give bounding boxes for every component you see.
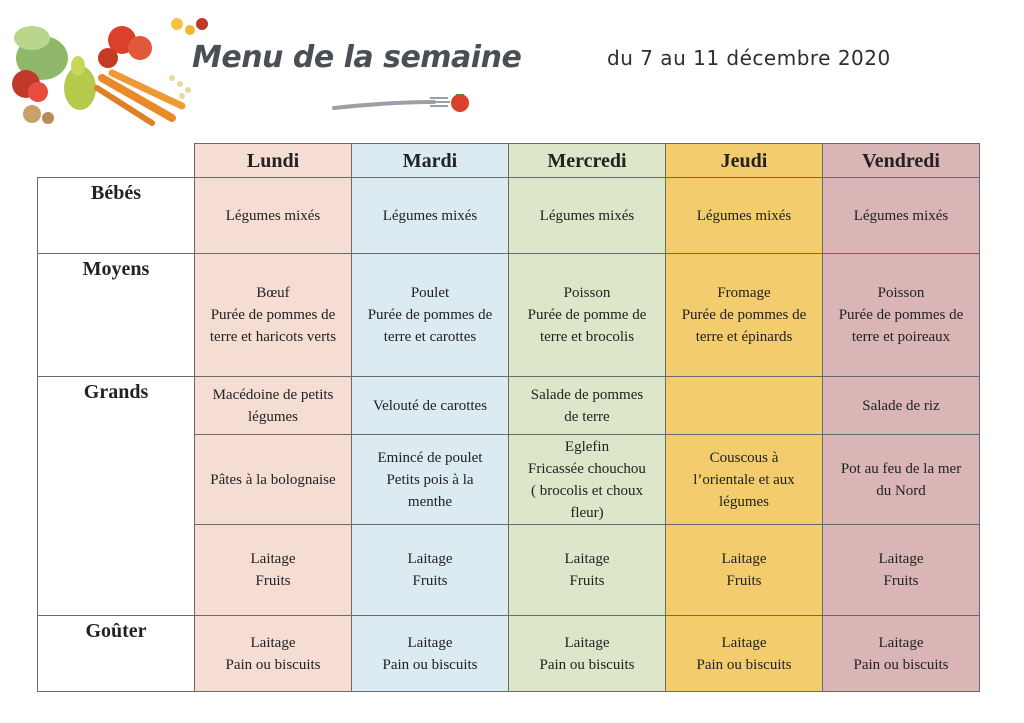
dish-line: Poisson xyxy=(563,285,611,301)
dish-line: Fromage xyxy=(717,285,771,301)
dish-line: Laitage xyxy=(721,634,767,651)
menu-cell xyxy=(352,525,509,616)
row-moyens xyxy=(38,254,980,377)
dish-line: Laitage xyxy=(721,551,767,567)
dish-line: Pâtes à la bolognaise xyxy=(210,471,336,488)
dish-line: Emincé de poulet xyxy=(377,449,483,466)
menu-cell xyxy=(195,178,352,254)
corner-cell xyxy=(38,144,195,178)
category-bebes: Bébés xyxy=(38,178,195,254)
dish-line: Laitage xyxy=(407,551,453,567)
day-header-jeudi: Jeudi xyxy=(666,144,823,178)
day-header-mardi: Mardi xyxy=(352,144,509,178)
dish-line: Fruits xyxy=(412,573,448,589)
menu-cell xyxy=(823,254,980,377)
row-grands-entree xyxy=(38,377,980,435)
menu-cell xyxy=(509,616,666,692)
dish-line: Poulet xyxy=(410,285,450,301)
menu-cell xyxy=(666,254,823,377)
day-header-mercredi: Mercredi xyxy=(509,144,666,178)
dish-line: Légumes mixés xyxy=(696,207,792,224)
menu-cell xyxy=(823,178,980,254)
menu-cell xyxy=(509,435,666,525)
dish-line: Pot au feu de la mer xyxy=(840,460,962,477)
category-gouter: Goûter xyxy=(38,616,195,692)
dish-line: Purée de pommes de xyxy=(210,307,336,323)
menu-cell xyxy=(666,616,823,692)
menu-cell xyxy=(195,254,352,377)
dish-line: Fricassée chouchou xyxy=(528,460,646,477)
vegetables-illustration xyxy=(12,18,212,128)
dish-line: Laitage xyxy=(564,634,610,651)
dish-line: Pain ou biscuits xyxy=(225,656,321,673)
dish-line: Couscous à xyxy=(709,449,779,466)
menu-cell xyxy=(509,178,666,254)
dish-line: Salade de pommes xyxy=(530,386,644,403)
menu-cell xyxy=(666,525,823,616)
menu-cell xyxy=(666,178,823,254)
fork-icon xyxy=(330,88,480,118)
menu-cell xyxy=(823,377,980,435)
dish-line: terre et carottes xyxy=(383,329,477,345)
dish-line: Légumes mixés xyxy=(539,207,635,224)
menu-cell xyxy=(509,525,666,616)
dish-line: Bœuf xyxy=(256,285,290,301)
dish-line: Laitage xyxy=(250,551,296,567)
dish-line: Purée de pommes de xyxy=(367,307,493,323)
menu-cell xyxy=(352,435,509,525)
dish-line: Purée de pommes de xyxy=(838,307,964,323)
menu-cell xyxy=(195,435,352,525)
menu-cell xyxy=(352,254,509,377)
dish-line: Pain ou biscuits xyxy=(853,656,949,673)
dish-line: de terre xyxy=(564,408,610,425)
dish-line: fleur) xyxy=(570,504,604,521)
dish-line: Salade de riz xyxy=(862,397,940,414)
menu-cell xyxy=(666,377,823,435)
menu-cell xyxy=(823,435,980,525)
dish-line: Légumes mixés xyxy=(853,207,949,224)
row-bebes xyxy=(38,178,980,254)
dish-line: Légumes mixés xyxy=(225,207,321,224)
dish-line: menthe xyxy=(407,493,453,510)
dish-line: ( brocolis et choux xyxy=(530,482,644,499)
dish-line: Fruits xyxy=(255,573,291,589)
menu-cell xyxy=(666,435,823,525)
menu-cell xyxy=(352,178,509,254)
day-header-row xyxy=(38,144,980,178)
menu-cell xyxy=(509,254,666,377)
row-gouter xyxy=(38,616,980,692)
dish-line: Purée de pomme de xyxy=(527,307,647,323)
dish-line: terre et brocolis xyxy=(539,329,635,345)
dish-line: l’orientale et aux xyxy=(693,471,795,488)
menu-cell xyxy=(823,616,980,692)
dish-line: terre et haricots verts xyxy=(209,329,337,345)
dish-line: Fruits xyxy=(726,573,762,589)
dish-line: Pain ou biscuits xyxy=(696,656,792,673)
dish-line: Fruits xyxy=(883,573,919,589)
dish-line: Poisson xyxy=(877,285,925,301)
dish-line: Laitage xyxy=(250,634,296,651)
dish-line: légumes xyxy=(248,408,298,425)
dish-line: Purée de pommes de xyxy=(681,307,807,323)
menu-cell xyxy=(195,377,352,435)
dish-line: Laitage xyxy=(878,551,924,567)
menu-cell xyxy=(509,377,666,435)
menu-cell xyxy=(352,377,509,435)
menu-cell xyxy=(823,525,980,616)
dish-line: Laitage xyxy=(407,634,453,651)
dish-line: Pain ou biscuits xyxy=(539,656,635,673)
weekly-menu-table xyxy=(37,143,980,692)
category-grands: Grands xyxy=(38,377,195,616)
dish-line: Laitage xyxy=(564,551,610,567)
menu-cell xyxy=(352,616,509,692)
dish-line: Petits pois à la xyxy=(386,471,474,488)
dish-line: Fruits xyxy=(569,573,605,589)
dish-line: terre et épinards xyxy=(695,329,793,345)
menu-cell xyxy=(195,616,352,692)
dish-line: terre et poireaux xyxy=(851,329,951,345)
dish-line: Macédoine de petits xyxy=(212,386,334,403)
day-header-vendredi: Vendredi xyxy=(823,144,980,178)
category-moyens: Moyens xyxy=(38,254,195,377)
dish-line: Pain ou biscuits xyxy=(382,656,478,673)
day-header-lundi: Lundi xyxy=(195,144,352,178)
dish-line: Laitage xyxy=(878,634,924,651)
menu-cell xyxy=(195,525,352,616)
dish-line: Velouté de carottes xyxy=(372,397,488,414)
date-range: du 7 au 11 décembre 2020 xyxy=(607,46,891,70)
dish-line: Légumes mixés xyxy=(382,207,478,224)
dish-line: du Nord xyxy=(876,482,926,499)
dish-line: Eglefin xyxy=(564,438,610,455)
dish-line: légumes xyxy=(719,493,769,510)
page-title: Menu de la semaine xyxy=(192,40,522,75)
